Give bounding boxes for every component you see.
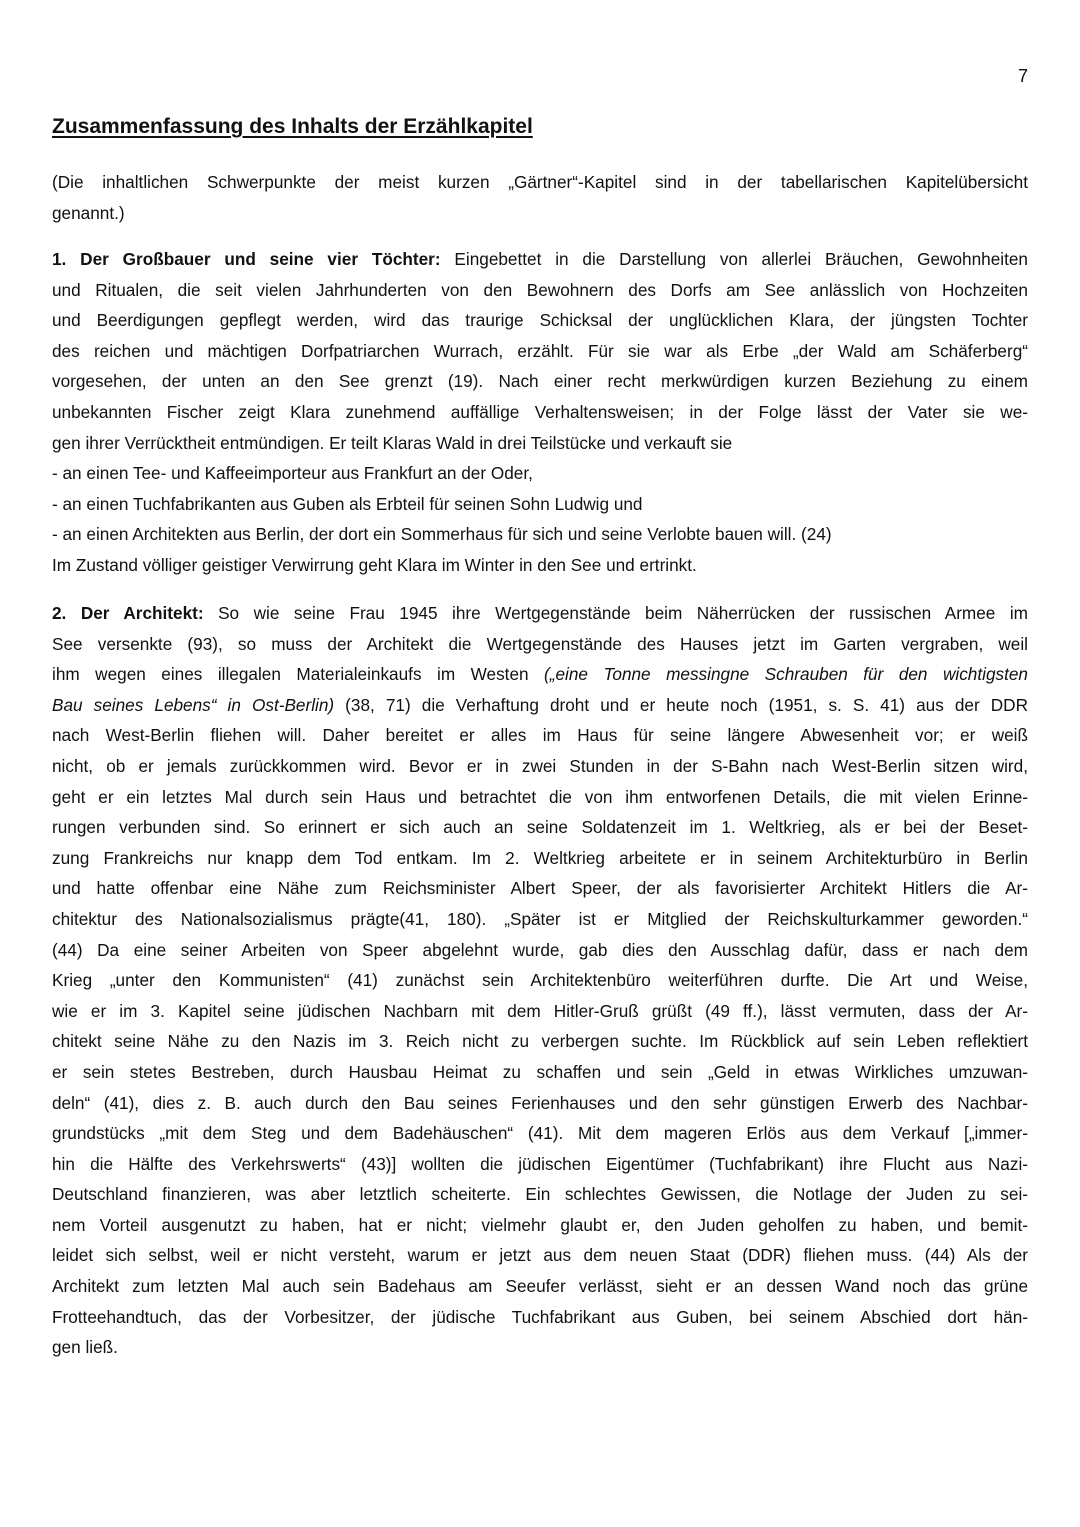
text-line: Frotteehandtuch, das der Vorbesitzer, der jüdische Tuchfabrikant aus Guben, bei seinem Abschied dort hän- [52, 1306, 1028, 1327]
text-line: deln“ (41), dies z. B. auch durch den Bau seines Ferienhauses und den sehr günstigen Erwerb des Nachbar- [52, 1092, 1028, 1113]
text-line: nicht, ob er jemals zurückkommen wird. Bevor er in zwei Stunden in der S-Bahn nach West-Berlin sitzen wird, [52, 755, 1028, 776]
text-line [52, 244, 1028, 275]
italic-quote-text: („eine Tonne messingne Schrauben für den wichtigsten [544, 664, 1028, 685]
bold-heading-text: 1. Der Großbauer und seine vier Töchter: [52, 249, 441, 269]
text-line: chitektur des Nationalsozialismus prägte(41, 180). „Später ist er Mitglied der Reichskulturkammer geworden.“ [52, 908, 1028, 929]
text-line: geht er ein letztes Mal durch sein Haus und betrachtet die von ihm entworfenen Details, die mit vielen Erinne- [52, 786, 1028, 807]
text-line: - an einen Tee- und Kaffeeimporteur aus Frankfurt an der Oder, [52, 463, 533, 484]
text-line: chitekt seine Nähe zu den Nazis im 3. Reich nicht zu verbergen suchte. Im Rückblick auf sein Leben reflektiert [52, 1031, 1028, 1052]
text-line: hin die Hälfte des Verkehrswerts“ (43)] wollten die jüdischen Eigentümer (Tuchfabrikant) ihre Flucht aus Nazi- [52, 1153, 1028, 1174]
text-line: - an einen Architekten aus Berlin, der dort ein Sommerhaus für sich und seine Verlobte bauen will. (24) [52, 524, 832, 545]
text-line: und Beerdigungen gepflegt werden, wird das traurige Schicksal der unglücklichen Klara, der jüngsten Tochter [52, 310, 1028, 331]
chapter-1-paragraph [52, 244, 1028, 581]
text-line: grundstücks „mit dem Steg und dem Badehäuschen“ (41). Mit dem mageren Erlös aus dem Verkauf [„immer- [52, 1123, 1028, 1144]
section-title: Zusammenfassung des Inhalts der Erzählkapitel [52, 115, 533, 138]
text-line [52, 598, 1028, 629]
text-line: vorgesehen, der unten an den See grenzt (19). Nach einer recht merkwürdigen kurzen Beziehung zu einem [52, 371, 1028, 392]
italic-quote-text: Bau seines Lebens“ in Ost-Berlin) [52, 694, 335, 715]
bold-heading-text: 2. Der Architekt: [52, 603, 204, 623]
text-line: nach West-Berlin fliehen will. Daher bereitet er alles im Haus für seine längere Abwesenheit vor; er weiß [52, 725, 1028, 746]
text-line: See versenkte (93), so muss der Architekt die Wertgegenstände des Hauses jetzt im Garten vergraben, weil [52, 633, 1028, 654]
chapter-2-paragraph [52, 598, 1028, 1363]
text-line: (Die inhaltlichen Schwerpunkte der meist kurzen „Gärtner“-Kapitel sind in der tabellarischen Kapitelübersicht [52, 172, 1028, 192]
text-line: Architekt zum letzten Mal auch sein Badehaus am Seeufer verlässt, sieht er an dessen Wand noch das grüne [52, 1276, 1028, 1297]
text-line: wie er im 3. Kapitel seine jüdischen Nachbarn mit dem Hitler-Gruß grüßt (49 ff.), lässt vermuten, dass der Ar- [52, 1000, 1028, 1021]
page-number: 7 [1017, 66, 1028, 86]
text-line: gen ließ. [52, 1337, 118, 1358]
text-line: nem Vorteil ausgenutzt zu haben, hat er nicht; vielmehr glaubt er, den Juden geholfen zu haben, und bemit- [52, 1214, 1028, 1235]
text-line: und Ritualen, die seit vielen Jahrhunderten von den Bewohnern des Dorfs am See anlässlich von Hochzeiten [52, 279, 1028, 300]
text-segment: ihm wegen eines illegalen Materialeinkaufs im Westen [52, 664, 545, 685]
text-segment: Eingebettet in die Darstellung von allerlei Bräuchen, Gewohnheiten [440, 249, 1028, 269]
text-line: des reichen und mächtigen Dorfpatriarchen Wurrach, erzählt. Für sie war als Erbe „der Wald am Schäferberg“ [52, 340, 1028, 361]
text-line: er sein stetes Bestreben, durch Hausbau Heimat zu schaffen und sein „Geld in etwas Wirkliches umzuwan- [52, 1061, 1028, 1082]
text-line: - an einen Tuchfabrikanten aus Guben als Erbteil für seinen Sohn Ludwig und [52, 493, 643, 514]
intro-paragraph [52, 167, 1028, 228]
text-line: genannt.) [52, 202, 125, 223]
text-line: gen ihrer Verrücktheit entmündigen. Er teilt Klaras Wald in drei Teilstücke und verkauft sie [52, 432, 733, 453]
text-line: Im Zustand völliger geistiger Verwirrung geht Klara im Winter in den See und ertrinkt. [52, 554, 697, 575]
text-line [52, 690, 1028, 721]
text-line: leidet sich selbst, weil er nicht versteht, warum er jetzt aus dem neuen Staat (DDR) fliehen muss. (44) Als der [52, 1245, 1028, 1266]
text-line: (44) Da eine seiner Arbeiten von Speer abgelehnt wurde, gab dies den Ausschlag dafür, dass er nach dem [52, 939, 1028, 960]
text-segment: (38, 71) die Verhaftung droht und er heute noch (1951, s. S. 41) aus der DDR [334, 694, 1028, 715]
text-line: Deutschland finanzieren, was aber letztlich scheiterte. Ein schlechtes Gewissen, die Notlage der Juden zu sei- [52, 1184, 1028, 1205]
text-line: und hatte offenbar eine Nähe zum Reichsminister Albert Speer, der als favorisierter Architekt Hitlers die Ar- [52, 878, 1028, 899]
text-line: rungen verbunden sind. So erinnert er sich auch an seine Soldatenzeit im 1. Weltkrieg, als er bei der Beset- [52, 817, 1028, 838]
text-line: zung Frankreichs nur knapp dem Tod entkam. Im 2. Weltkrieg arbeitete er in seinem Architekturbüro in Berlin [52, 847, 1028, 868]
text-line: Krieg „unter den Kommunisten“ (41) zunächst sein Architektenbüro weiterführen durfte. Die Art und Weise, [52, 970, 1028, 991]
text-line [52, 659, 1028, 690]
text-line: unbekannten Fischer zeigt Klara zunehmend auffällige Verhaltensweisen; in der Folge lässt der Vater sie we- [52, 401, 1028, 422]
text-segment: So wie seine Frau 1945 ihre Wertgegenstände beim Näherrücken der russischen Armee im [203, 603, 1028, 623]
